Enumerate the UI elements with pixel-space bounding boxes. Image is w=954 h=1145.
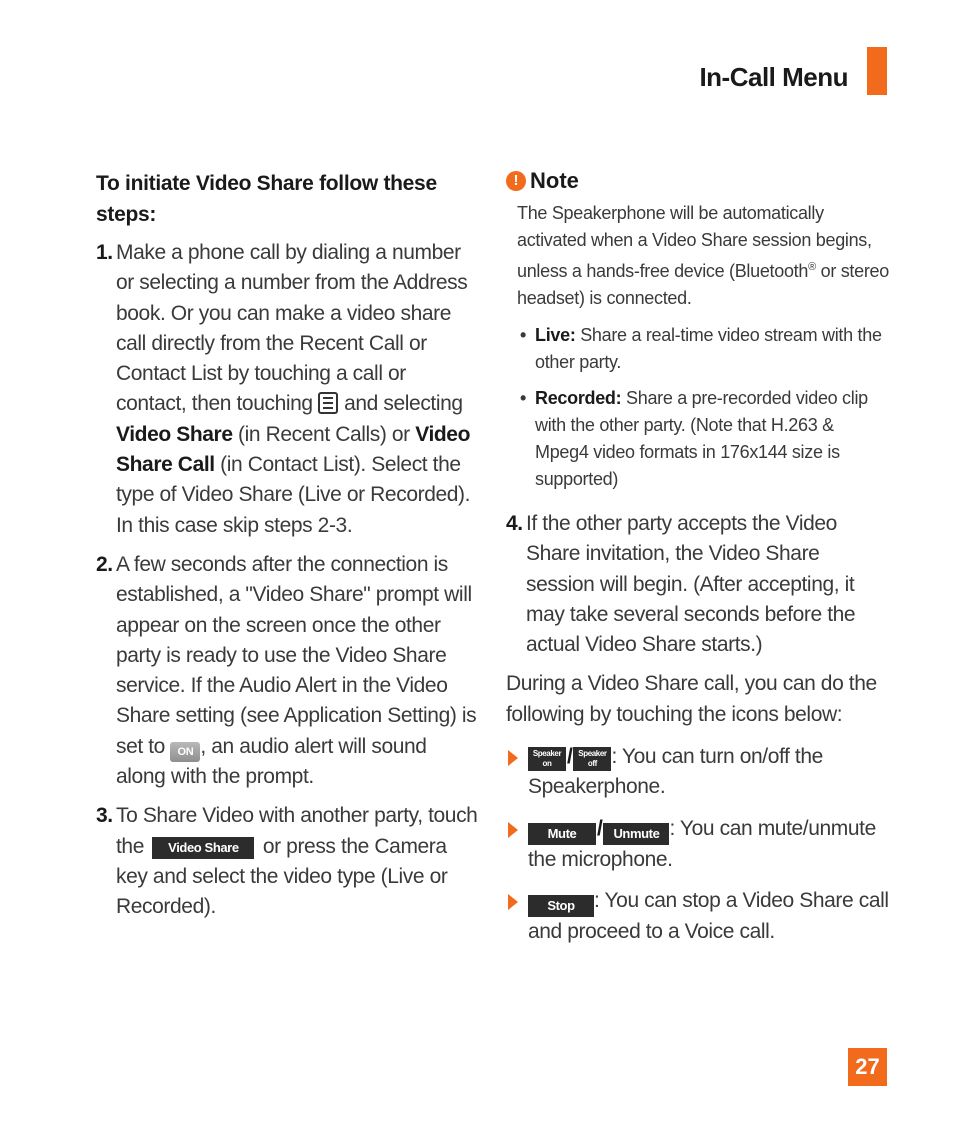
mute-icon: Mute [528, 823, 596, 845]
slash: / [567, 745, 573, 769]
registered-mark: ® [808, 261, 816, 273]
stop-icon: Stop [528, 895, 594, 917]
speaker-off-label: off [587, 759, 597, 769]
slash: / [597, 816, 603, 840]
note-body [506, 200, 890, 312]
step-text: (in Contact List). Select the type of Video Share (Live or Recorded). In this case skip steps 2-3. [116, 453, 471, 537]
page-title: In-Call Menu [699, 62, 848, 92]
step-text: Make a phone call by dialing a number or selecting a number from the Address book. Or you can make a video share call directly from the Recent Call or Contact List by touching a call or contact, then touching [116, 241, 468, 416]
during-call-intro: During a Video Share call, you can do the following by touching the icons below: [506, 672, 877, 726]
step-number: 1. [96, 241, 113, 264]
stop-text: : You can stop a Video Share call and proceed to a Voice call. [528, 888, 889, 943]
note-text: The Speakerphone will be automatically activated when a Video Share session begins, unless a hands-free device (Bluetooth [517, 203, 872, 281]
step-text: (in Recent Calls) or [238, 422, 410, 446]
speaker-on-label: on [542, 759, 552, 769]
step-3 [96, 801, 478, 922]
video-share-button-icon: Video Share [152, 837, 254, 859]
page-number: 27 [848, 1048, 887, 1086]
stop-item [506, 886, 890, 947]
left-column [96, 168, 478, 932]
step-text: , an audio alert will sound along with the prompt. [116, 734, 427, 789]
bullet-dot: • [520, 388, 527, 408]
speaker-off-icon [573, 747, 611, 771]
step-1 [96, 238, 478, 541]
step-text: To Share Video with another party, touch the [116, 804, 478, 858]
arrow-icon [508, 894, 518, 910]
step-text: A few seconds after the connection is established, a "Video Share" prompt will appear on the screen once the other party is ready to use the Video Share service. If the Audio Alert in the Video Share setting (see Application Setting) is set to [116, 552, 477, 758]
step-text: and selecting [344, 392, 463, 416]
unmute-icon: Unmute [603, 823, 669, 845]
step-text: If the other party accepts the Video Share invitation, the Video Share session will begin. (After accepting, it may take several seconds before the actual Video Share starts.) [526, 512, 856, 657]
header-accent-bar [867, 47, 887, 95]
menu-icon [318, 392, 338, 414]
speaker-text: : You can turn on/off the Speakerphone. [528, 745, 823, 799]
step-number: 3. [96, 804, 113, 828]
note-title: Note [530, 168, 579, 193]
speaker-item [506, 742, 890, 803]
step-number: 2. [96, 552, 113, 576]
mute-item [506, 814, 890, 875]
step-4 [506, 509, 890, 660]
section-lead: To initiate Video Share follow these steps: [96, 172, 437, 226]
bullet-dot: • [520, 325, 527, 345]
bold-term: Video Share [116, 422, 233, 446]
mute-text: : You can mute/unmute the microphone. [528, 816, 876, 871]
speaker-off-label: Speaker [578, 749, 607, 759]
bold-term: Video Share Call [116, 422, 471, 477]
note-bullet-recorded [517, 385, 890, 493]
note-text: or stereo headset) is connected. [517, 261, 889, 308]
on-toggle-icon: ON [170, 742, 200, 762]
arrow-icon [508, 822, 518, 838]
step-number: 4. [506, 512, 523, 535]
note-bullets [506, 322, 890, 493]
bullet-text: Share a pre-recorded video clip with the other party. (Note that H.263 & Mpeg4 video formats in 176x144 size is supported) [535, 388, 868, 489]
warning-icon: ! [506, 171, 526, 191]
right-column [506, 168, 890, 958]
arrow-icon [508, 750, 518, 766]
note-heading [506, 168, 890, 194]
bullet-label: Live: [535, 325, 576, 345]
bullet-text: Share a real-time video stream with the other party. [535, 325, 882, 372]
note-bullet-live [517, 322, 890, 376]
speaker-on-label: Speaker [532, 749, 562, 759]
speaker-on-icon [528, 747, 566, 771]
step-2 [96, 550, 478, 792]
bullet-label: Recorded: [535, 388, 622, 408]
step-text: or press the Camera key and select the video type (Live or Recorded). [116, 834, 448, 919]
